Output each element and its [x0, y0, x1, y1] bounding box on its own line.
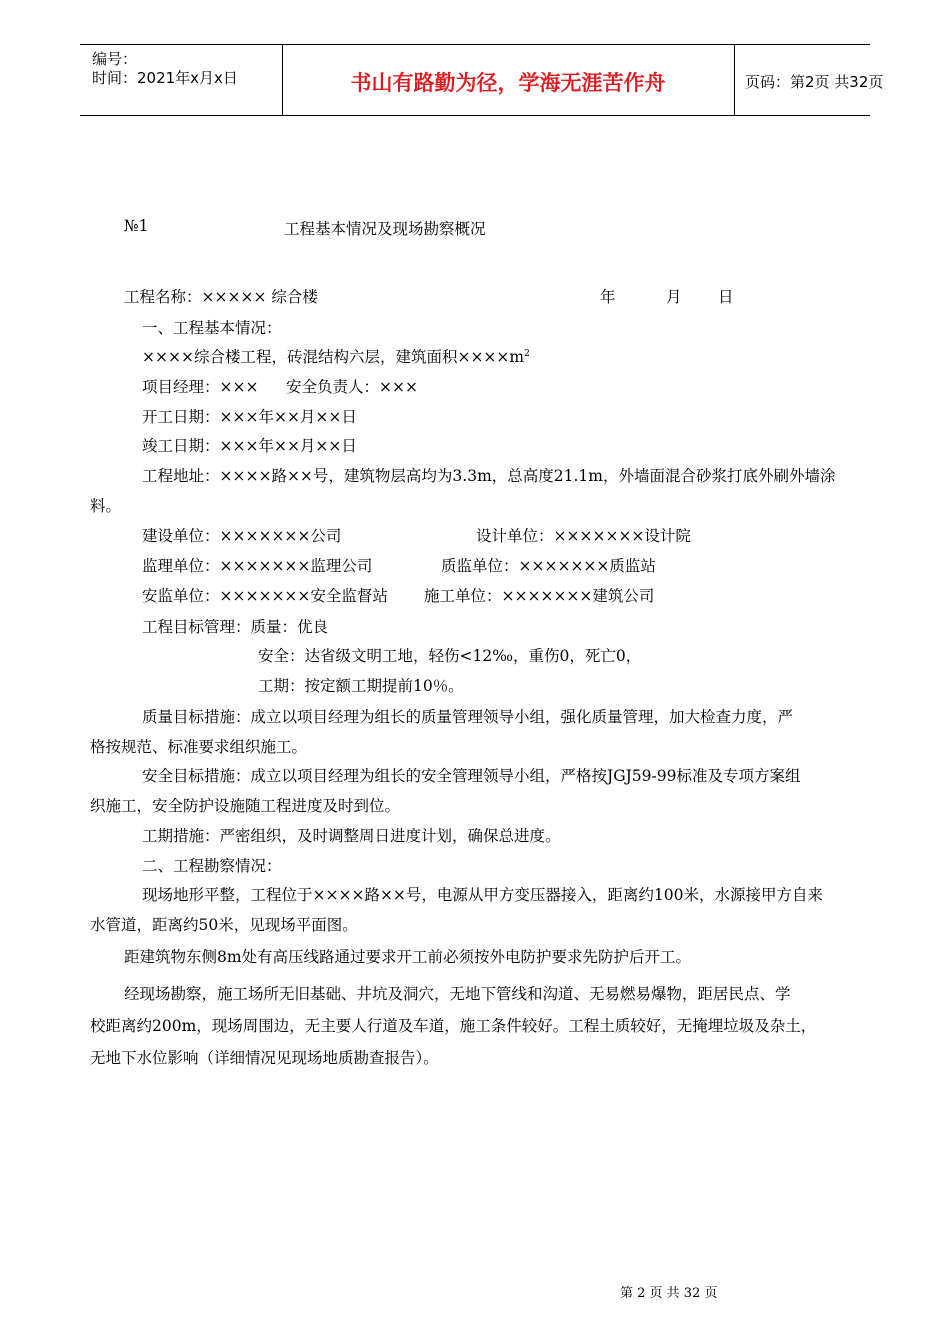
header-meta-cell: [80, 45, 283, 115]
quality-station: 质监单位：×××××××质监站: [441, 557, 656, 575]
project-manager: 项目经理：×××: [142, 378, 259, 396]
doc-title: 工程基本情况及现场勘察概况: [284, 220, 486, 238]
header-motto: 书山有路勤为径，学海无涯苦作舟: [350, 71, 666, 95]
page-footer: 第 2 页 共 32 页: [620, 1286, 718, 1301]
date-year: 年: [600, 288, 616, 306]
safety-lead: 安全负责人：×××: [286, 378, 418, 396]
contractor-unit: 施工单位：×××××××建筑公司: [424, 587, 655, 605]
header-time-label: 时间：2021年x月x日: [92, 69, 238, 87]
target-schedule: 工期：按定额工期提前10％。: [258, 677, 464, 695]
client-unit: 建设单位：×××××××公司: [142, 527, 342, 545]
target-quality: 工程目标管理：质量：优良: [142, 618, 329, 636]
safety-measures-line-2: 织施工，安全防护设施随工程进度及时到位。: [90, 797, 401, 815]
site-line-2: 水管道，距离约50米，见现场平面图。: [90, 916, 358, 934]
section-1-heading: 一、工程基本情况：: [142, 319, 282, 337]
target-safety: 安全：达省级文明工地，轻伤<12‰，重伤0，死亡0，: [258, 647, 642, 665]
header-page-code: 页码：第2页 共32页: [745, 73, 884, 91]
doc-number: №1: [124, 217, 149, 235]
project-overview-text: ××××综合楼工程，砖混结构六层，建筑面积××××m: [142, 348, 525, 366]
safety-station: 安监单位：×××××××安全监督站: [142, 587, 388, 605]
project-overview: [142, 345, 530, 367]
survey-line-1: 经现场勘察，施工场所无旧基础、井坑及洞穴，无地下管线和沟道、无易燃易爆物，距居民点、学: [124, 985, 791, 1003]
project-name: 工程名称：××××× 综合楼: [124, 288, 318, 306]
quality-measures-line-1: 质量目标措施：成立以项目经理为组长的质量管理领导小组，强化质量管理，加大检查力度，严: [142, 708, 794, 726]
end-date: 竣工日期：×××年××月××日: [142, 437, 357, 455]
page-header: [80, 44, 884, 116]
quality-measures-line-2: 格按规范、标准要求组织施工。: [90, 738, 308, 756]
header-code-label: 编号：: [92, 50, 138, 68]
site-line-1: 现场地形平整，工程位于××××路××号，电源从甲方变压器接入，距离约100米，水源接甲方自来: [142, 886, 824, 904]
date-day: 日: [718, 288, 734, 306]
header-motto-cell: [282, 45, 735, 115]
start-date: 开工日期：×××年××月××日: [142, 408, 357, 426]
section-2-heading: 二、工程勘察情况：: [142, 857, 282, 875]
schedule-measures: 工期措施：严密组织，及时调整周日进度计划，确保总进度。: [142, 827, 561, 845]
survey-line-3: 无地下水位影响（详细情况见现场地质勘查报告）。: [90, 1049, 439, 1067]
survey-line-2: 校距离约200m，现场周围边，无主要人行道及车道，施工条件较好。工程土质较好，无掩埋垃圾及杂土，: [90, 1017, 817, 1035]
header-page-cell: [735, 45, 884, 115]
address-line-2: 料。: [90, 497, 122, 515]
area-unit-superscript: 2: [524, 348, 530, 359]
designer-unit: 设计单位：×××××××设计院: [476, 527, 691, 545]
address-line-1: 工程地址：××××路××号，建筑物层高均为3.3m，总高度21.1m，外墙面混合砂浆打底外刷外墙涂: [142, 467, 836, 485]
supervisor-unit: 监理单位：×××××××监理公司: [142, 557, 373, 575]
high-voltage-line-note: 距建筑物东侧8m处有高压线路通过要求开工前必须按外电防护要求先防护后开工。: [124, 948, 692, 966]
date-month: 月: [666, 288, 682, 306]
safety-measures-line-1: 安全目标措施：成立以项目经理为组长的安全管理领导小组，严格按JGJ59-99标准及专项方案组: [142, 767, 801, 785]
